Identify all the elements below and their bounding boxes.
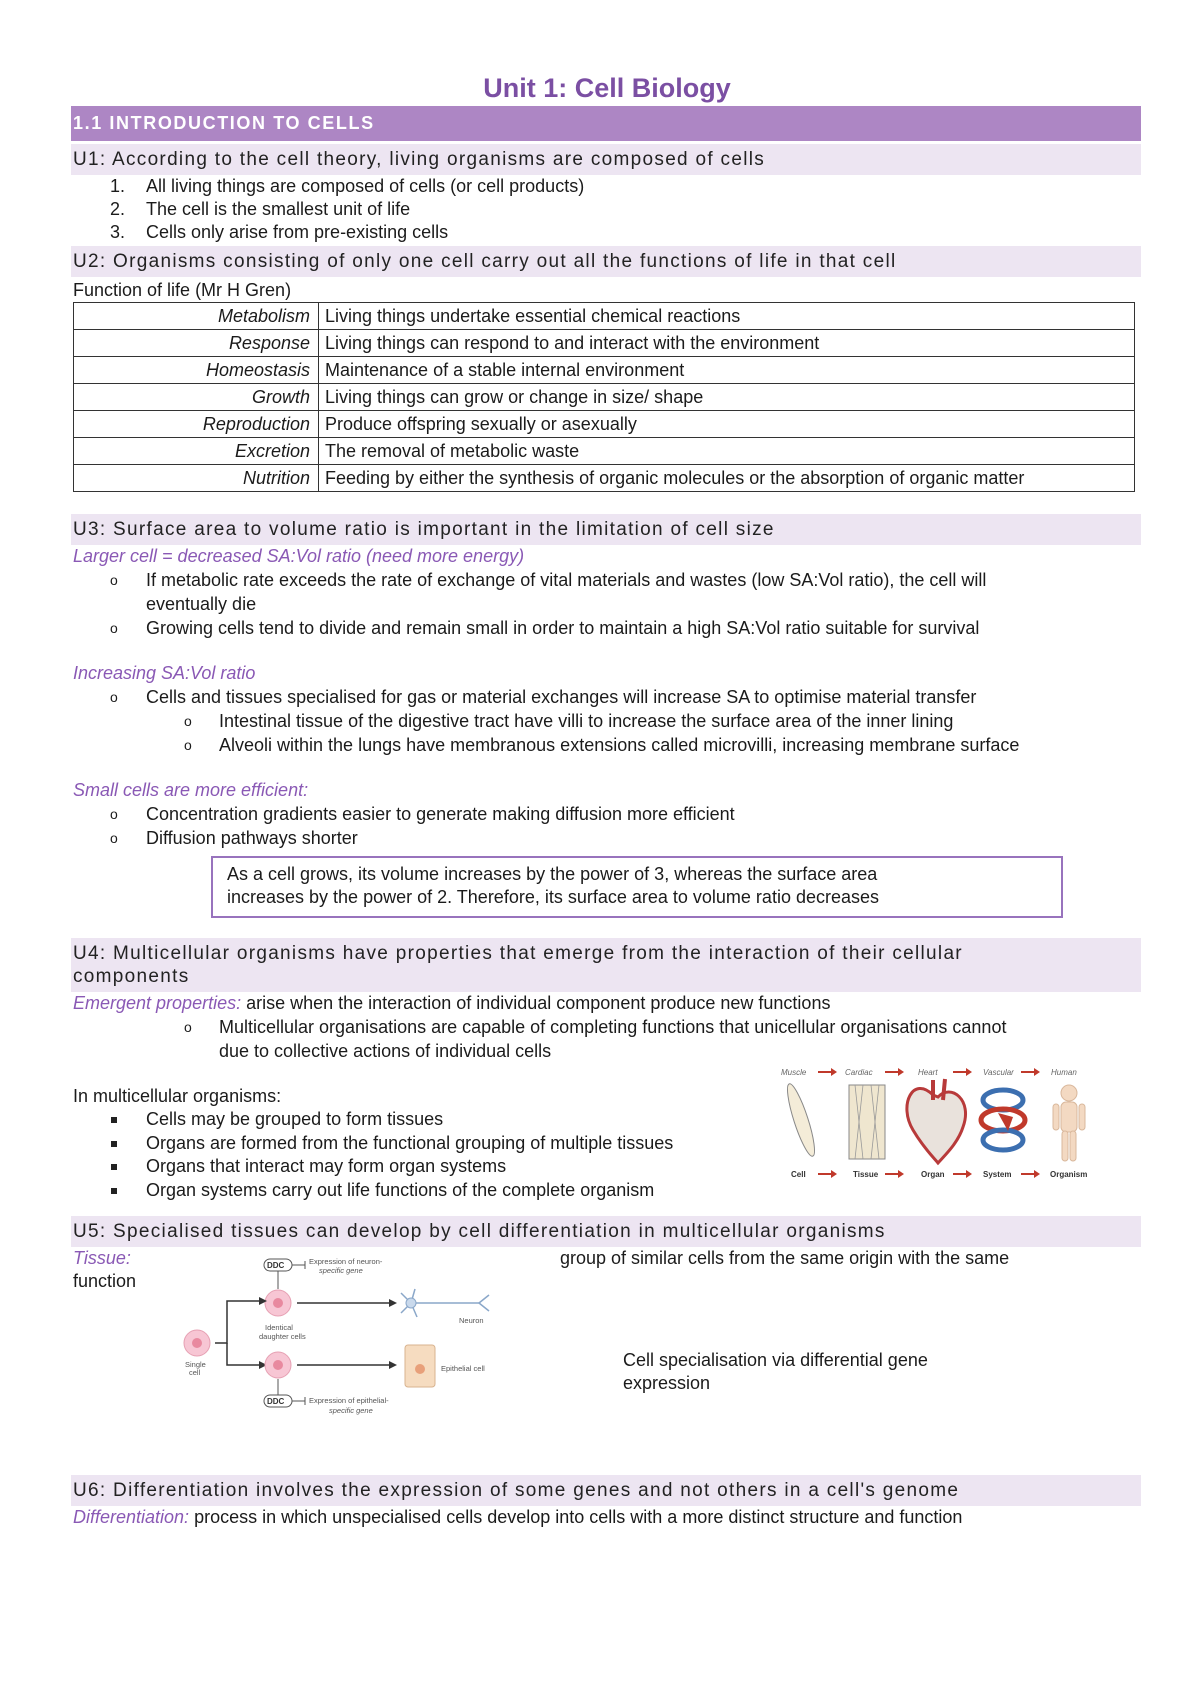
u3-heading: U3: Surface area to volume ratio is important in the limitation of cell size [71,514,1141,545]
figure-label: specific gene [329,1406,373,1415]
list-item: o Cells and tissues specialised for gas or material exchanges will increase SA to optimise material transfer [110,687,977,707]
list-item: o Concentration gradients easier to generate making diffusion more efficient [110,804,735,824]
small-cells-list [73,802,1141,850]
organisation-levels-figure [773,1065,1093,1195]
u4-heading: U4: Multicellular organisms have properties that emerge from the interaction of their cellular components [71,938,1141,992]
figure-label: Organism [1050,1170,1088,1179]
multicellular-row [73,1063,1141,1209]
table-row: Response Living things can respond to and interact with the environment [74,330,1135,357]
list-item: 2. The cell is the smallest unit of life [110,199,411,219]
callout-box: As a cell grows, its volume increases by the power of 3, whereas the surface area increases by the power of 2. Therefore, its surface area to volume ratio decreases [211,856,1063,918]
small-cells-heading: Small cells are more efficient: [73,780,309,800]
table-row: Excretion The removal of metabolic waste [74,438,1135,465]
section-heading: 1.1 INTRODUCTION TO CELLS [71,106,1141,141]
figure-label: Expression of epithelial- [309,1396,389,1405]
emergent-properties: Emergent properties: arise when the interaction of individual component produce new functions [73,993,831,1013]
list-item: o Multicellular organisations are capable of completing functions that unicellular organisations cannot due to collective actions of individual cells [184,1017,1007,1061]
muscle-cell-icon [783,1082,820,1159]
tissue-row [73,1247,1141,1467]
list-item: o Intestinal tissue of the digestive tract have villi to increase the surface area of the inner lining [184,711,954,731]
figure-label: Epithelial cell [441,1364,485,1373]
figure-label: Neuron [459,1316,484,1325]
tissue-definition: group of similar cells from the same origin with the same [560,1248,1010,1268]
figure-label: Organ [921,1170,945,1179]
multicellular-intro: In multicellular organisms: [73,1086,282,1106]
larger-cell-list [73,568,1141,640]
u1-heading: U1: According to the cell theory, living organisms are composed of cells [71,144,1141,175]
figure-caption: Cell specialisation via differential gene expression [623,1350,928,1393]
figure-label: Human [1051,1068,1077,1077]
figure-label: Cardiac [845,1068,873,1077]
figure-label: Expression of neuron- [309,1257,383,1266]
list-item: Organs that interact may form organ systems [73,1155,753,1179]
figure-label: System [983,1170,1012,1179]
increasing-ratio-heading: Increasing SA:Vol ratio [73,663,256,683]
list-item: o Growing cells tend to divide and remain small in order to maintain a high SA:Vol ratio suitable for survival [110,618,980,638]
multicellular-list [73,1108,753,1202]
cell-theory-list [73,175,1141,244]
u5-heading: U5: Specialised tissues can develop by cell differentiation in multicellular organisms [71,1216,1141,1247]
document-page [73,70,1141,1529]
increasing-ratio-sublist [73,709,1141,757]
emergent-sublist [73,1015,1141,1063]
differentiation-figure [179,1253,539,1433]
human-icon [1053,1085,1085,1161]
list-item: 1. All living things are composed of cells (or cell products) [110,176,585,196]
list-item: Organs are formed from the functional grouping of multiple tissues [73,1132,753,1156]
figure-label: Single [185,1360,206,1369]
table-caption: Function of life (Mr H Gren) [73,280,292,300]
tissue-icon [849,1085,885,1159]
increasing-ratio-list [73,685,1141,709]
figure-label: Vascular [983,1068,1014,1077]
figure-label: cell [189,1368,201,1377]
multicellular-text [73,1085,753,1202]
svg-text:DDC: DDC [267,1261,285,1270]
u6-heading: U6: Differentiation involves the expression of some genes and not others in a cell's genome [71,1475,1141,1506]
list-item: Organ systems carry out life functions of the complete organism [73,1179,753,1203]
tissue-text-continued: function [73,1271,137,1291]
u2-heading: U2: Organisms consisting of only one cell carry out all the functions of life in that cell [71,246,1141,277]
larger-cell-heading: Larger cell = decreased SA:Vol ratio (need more energy) [73,546,525,566]
list-item: o If metabolic rate exceeds the rate of exchange of vital materials and wastes (low SA:Vol ratio), the cell will eventually die [110,570,987,614]
list-item: 3. Cells only arise from pre-existing cells [110,222,449,242]
heart-icon [907,1088,966,1163]
functions-of-life-table [73,302,1135,492]
list-item: o Diffusion pathways shorter [110,828,358,848]
figure-label: Identical [265,1323,293,1332]
table-row: Metabolism Living things undertake essential chemical reactions [74,303,1135,330]
list-item: Cells may be grouped to form tissues [73,1108,753,1132]
figure-label: specific gene [319,1266,363,1275]
figure-label: Muscle [781,1068,807,1077]
differentiation-definition: Differentiation: process in which unspecialised cells develop into cells with a more distinct structure and function [73,1507,963,1527]
figure-label: Tissue [853,1170,879,1179]
figure-label: Heart [918,1068,938,1077]
tissue-label: Tissue: [73,1248,131,1268]
list-item: o Alveoli within the lungs have membranous extensions called microvilli, increasing membrane surface [184,735,1020,755]
table-row: Growth Living things can grow or change in size/ shape [74,384,1135,411]
table-row: Reproduction Produce offspring sexually or asexually [74,411,1135,438]
svg-text:DDC: DDC [267,1397,285,1406]
page-title: Unit 1: Cell Biology [483,73,731,103]
table-row: Homeostasis Maintenance of a stable internal environment [74,357,1135,384]
figure-label: daughter cells [259,1332,306,1341]
figure-label: Cell [791,1170,806,1179]
table-row: Nutrition Feeding by either the synthesis of organic molecules or the absorption of organic matter [74,465,1135,492]
